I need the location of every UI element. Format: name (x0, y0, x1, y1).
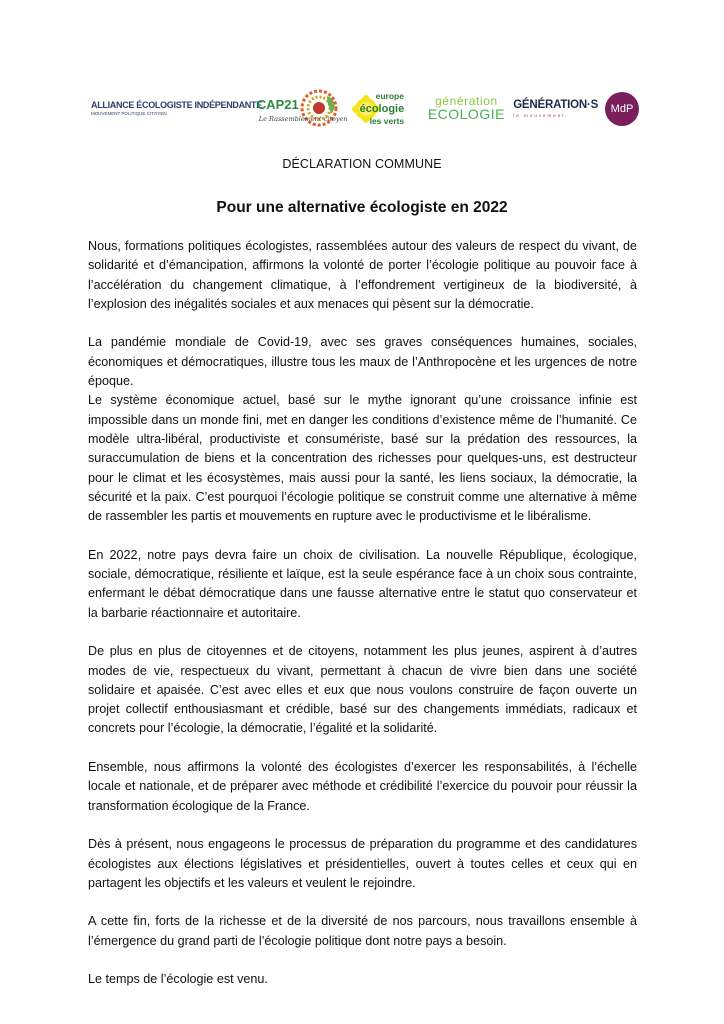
paragraph: De plus en plus de citoyennes et de citoyens, notamment les plus jeunes, aspirent à d’autres modes de vie, respectueux du vivant, permettant à chacun de vivre bien dans une société solidaire et apaisée. C’est avec elles et eux que nous voulons construire de façon ouverte un projet collectif enthousiasmant et crédible, basé sur des changements immédiats, radicaux et concrets pour l’écologie, la démocratie, l’égalité et la solidarité. (88, 644, 637, 736)
aei-name: ALLIANCE ÉCOLOGISTE INDÉPENDANTE (91, 100, 262, 111)
generation-s-name: GÉNÉRATION·S (513, 98, 599, 111)
paragraph: Dès à présent, nous engageons le processus de préparation du programme et des candidatures écologistes aux élections législatives et présidentielles, ouvert à toutes celles et ceux qui en partagent les objectifs et les valeurs et veulent le rejoindre. (88, 837, 637, 890)
paragraph: A cette fin, forts de la richesse et de la diversité de nos parcours, nous travaillons ensemble à l’émergence du grand parti de l’écologie politique dont notre pays a besoin. (88, 914, 637, 948)
party-logos-banner (88, 86, 640, 132)
eelv-word-les-verts: les verts (369, 116, 405, 126)
generation-ecologie-logo (426, 86, 506, 132)
eelv-word-europe: europe (375, 91, 404, 101)
closing-line: Le temps de l’écologie est venu. (88, 972, 268, 987)
mdp-badge: MdP (605, 92, 639, 126)
declaration-body (88, 237, 637, 1009)
generation-ecologie-line2: ECOLOGIE (427, 106, 505, 123)
cap21-tagline: Le Rassemblement citoyen (258, 115, 348, 123)
cap21-logo (256, 86, 348, 132)
generation-s-tagline: le mouvement (513, 113, 566, 119)
flower-icon (299, 88, 339, 130)
aei-tagline: MOUVEMENT POLITIQUE CITOYEN (91, 111, 167, 117)
paragraph: Nous, formations politiques écologistes, rassemblées autour des valeurs de respect du vivant, de solidarité et d’émancipation, affirmons la volonté de porter l’écologie politique au pouvoir face à l’accélération du changement climatique, à l’effondrement vertigineux de la biodiversité, à l’explosion des inégalités sociales et aux menaces qui pèsent sur la démocratie. (88, 239, 637, 311)
eelv-word-ecologie: écologie (359, 103, 405, 115)
paragraph: En 2022, notre pays devra faire un choix de civilisation. La nouvelle République, écologique, sociale, démocratique, résiliente et laïque, est la seule espérance face à un choix sous contrainte, enfermant le débat démocratique dans une fausse alternative entre le statut quo conservateur et la barbarie réactionnaire et autoritaire. (88, 547, 637, 620)
generation-s-logo (513, 86, 597, 132)
alliance-ecologiste-independante-logo (88, 86, 262, 132)
paragraph: Ensemble, nous affirmons la volonté des écologistes d’exercer les responsabilités, à l’échelle locale et nationale, et de préparer avec méthode et crédibilité l’exercice du pouvoir pour réussir la transformation écologique de la France. (88, 760, 637, 813)
mdp-logo (604, 86, 640, 132)
cap21-name: CAP21 (256, 97, 299, 112)
paragraph: La pandémie mondiale de Covid-19, avec ses graves conséquences humaines, sociales, économiques et démocratiques, illustre tous les maux de l’Anthropocène et les urgences de notre époque. (88, 335, 637, 389)
paragraph: Le système économique actuel, basé sur le mythe ignorant qu’une croissance infinie est impossible dans un monde fini, met en danger les conditions d’existence même de l’humanité. Ce modèle ultra-libéral, productiviste et consumériste, basé sur la prédation des ressources, la suraccumulation de biens et la concentration des richesses pour quelques-uns, est destructeur pour le climat et les écosystèmes, mais aussi pour la santé, les liens sociaux, la démocratie, la sécurité et la paix. C’est pourquoi l’écologie politique se construit comme une alternative à même de rassembler les partis et mouvements en rupture avec le productivisme et le libéralisme. (88, 393, 637, 524)
document-title: Pour une alternative écologiste en 2022 (216, 199, 508, 216)
declaration-kicker: DÉCLARATION COMMUNE (282, 157, 442, 171)
generation-ecologie-line1: génération (435, 94, 498, 109)
europe-ecologie-les-verts-logo (352, 86, 420, 132)
